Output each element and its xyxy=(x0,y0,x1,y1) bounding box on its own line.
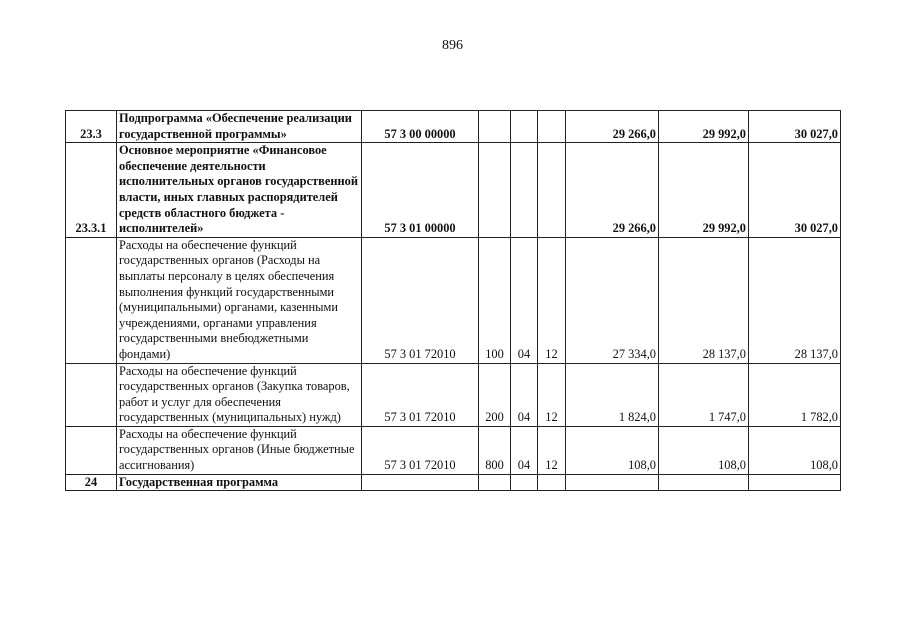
row-number xyxy=(66,237,117,363)
table-row xyxy=(66,474,841,491)
table-row xyxy=(66,143,841,238)
table-row xyxy=(66,426,841,474)
row-name: Государственная программа xyxy=(117,474,362,491)
subsection xyxy=(538,474,566,491)
expense-type xyxy=(479,474,511,491)
expense-type: 100 xyxy=(479,237,511,363)
row-number xyxy=(66,426,117,474)
amount-year-2: 28 137,0 xyxy=(659,237,749,363)
subsection: 12 xyxy=(538,237,566,363)
target-code: 57 3 01 72010 xyxy=(362,426,479,474)
target-code: 57 3 01 72010 xyxy=(362,237,479,363)
row-number: 24 xyxy=(66,474,117,491)
subsection: 12 xyxy=(538,426,566,474)
expense-type: 800 xyxy=(479,426,511,474)
target-code: 57 3 01 72010 xyxy=(362,363,479,426)
section xyxy=(511,111,538,143)
table-row xyxy=(66,111,841,143)
row-name: Основное мероприятие «Финансовое обеспечение деятельности исполнительных органов государственной власти, иных главных распорядителей средств областного бюджета - исполнителей» xyxy=(117,143,362,238)
target-code: 57 3 01 00000 xyxy=(362,143,479,238)
row-number xyxy=(66,363,117,426)
table-row xyxy=(66,237,841,363)
page-number: 896 xyxy=(442,38,463,53)
amount-year-3: 28 137,0 xyxy=(749,237,841,363)
amount-year-2: 108,0 xyxy=(659,426,749,474)
row-number: 23.3.1 xyxy=(66,143,117,238)
amount-year-1: 29 266,0 xyxy=(566,143,659,238)
subsection xyxy=(538,143,566,238)
section: 04 xyxy=(511,426,538,474)
section: 04 xyxy=(511,363,538,426)
amount-year-1: 1 824,0 xyxy=(566,363,659,426)
amount-year-1: 108,0 xyxy=(566,426,659,474)
subsection xyxy=(538,111,566,143)
section xyxy=(511,474,538,491)
budget-table xyxy=(65,110,841,491)
amount-year-3: 30 027,0 xyxy=(749,111,841,143)
target-code: 57 3 00 00000 xyxy=(362,111,479,143)
amount-year-1: 27 334,0 xyxy=(566,237,659,363)
section xyxy=(511,143,538,238)
row-name: Расходы на обеспечение функций государственных органов (Расходы на выплаты персоналу в целях обеспечения выполнения функций государственными (муниципальными) органами, казенными учреждениями, органами управления государственными внебюджетными фондами) xyxy=(117,237,362,363)
expense-type xyxy=(479,111,511,143)
amount-year-3: 30 027,0 xyxy=(749,143,841,238)
subsection: 12 xyxy=(538,363,566,426)
row-number: 23.3 xyxy=(66,111,117,143)
table-row xyxy=(66,363,841,426)
amount-year-3 xyxy=(749,474,841,491)
section: 04 xyxy=(511,237,538,363)
amount-year-2: 1 747,0 xyxy=(659,363,749,426)
row-name: Расходы на обеспечение функций государственных органов (Иные бюджетные ассигнования) xyxy=(117,426,362,474)
expense-type xyxy=(479,143,511,238)
amount-year-2: 29 992,0 xyxy=(659,143,749,238)
target-code xyxy=(362,474,479,491)
expense-type: 200 xyxy=(479,363,511,426)
amount-year-1: 29 266,0 xyxy=(566,111,659,143)
amount-year-3: 1 782,0 xyxy=(749,363,841,426)
amount-year-2 xyxy=(659,474,749,491)
amount-year-2: 29 992,0 xyxy=(659,111,749,143)
row-name: Подпрограмма «Обеспечение реализации государственной программы» xyxy=(117,111,362,143)
amount-year-3: 108,0 xyxy=(749,426,841,474)
amount-year-1 xyxy=(566,474,659,491)
row-name: Расходы на обеспечение функций государственных органов (Закупка товаров, работ и услуг для обеспечения государственных (муниципальных) нужд) xyxy=(117,363,362,426)
